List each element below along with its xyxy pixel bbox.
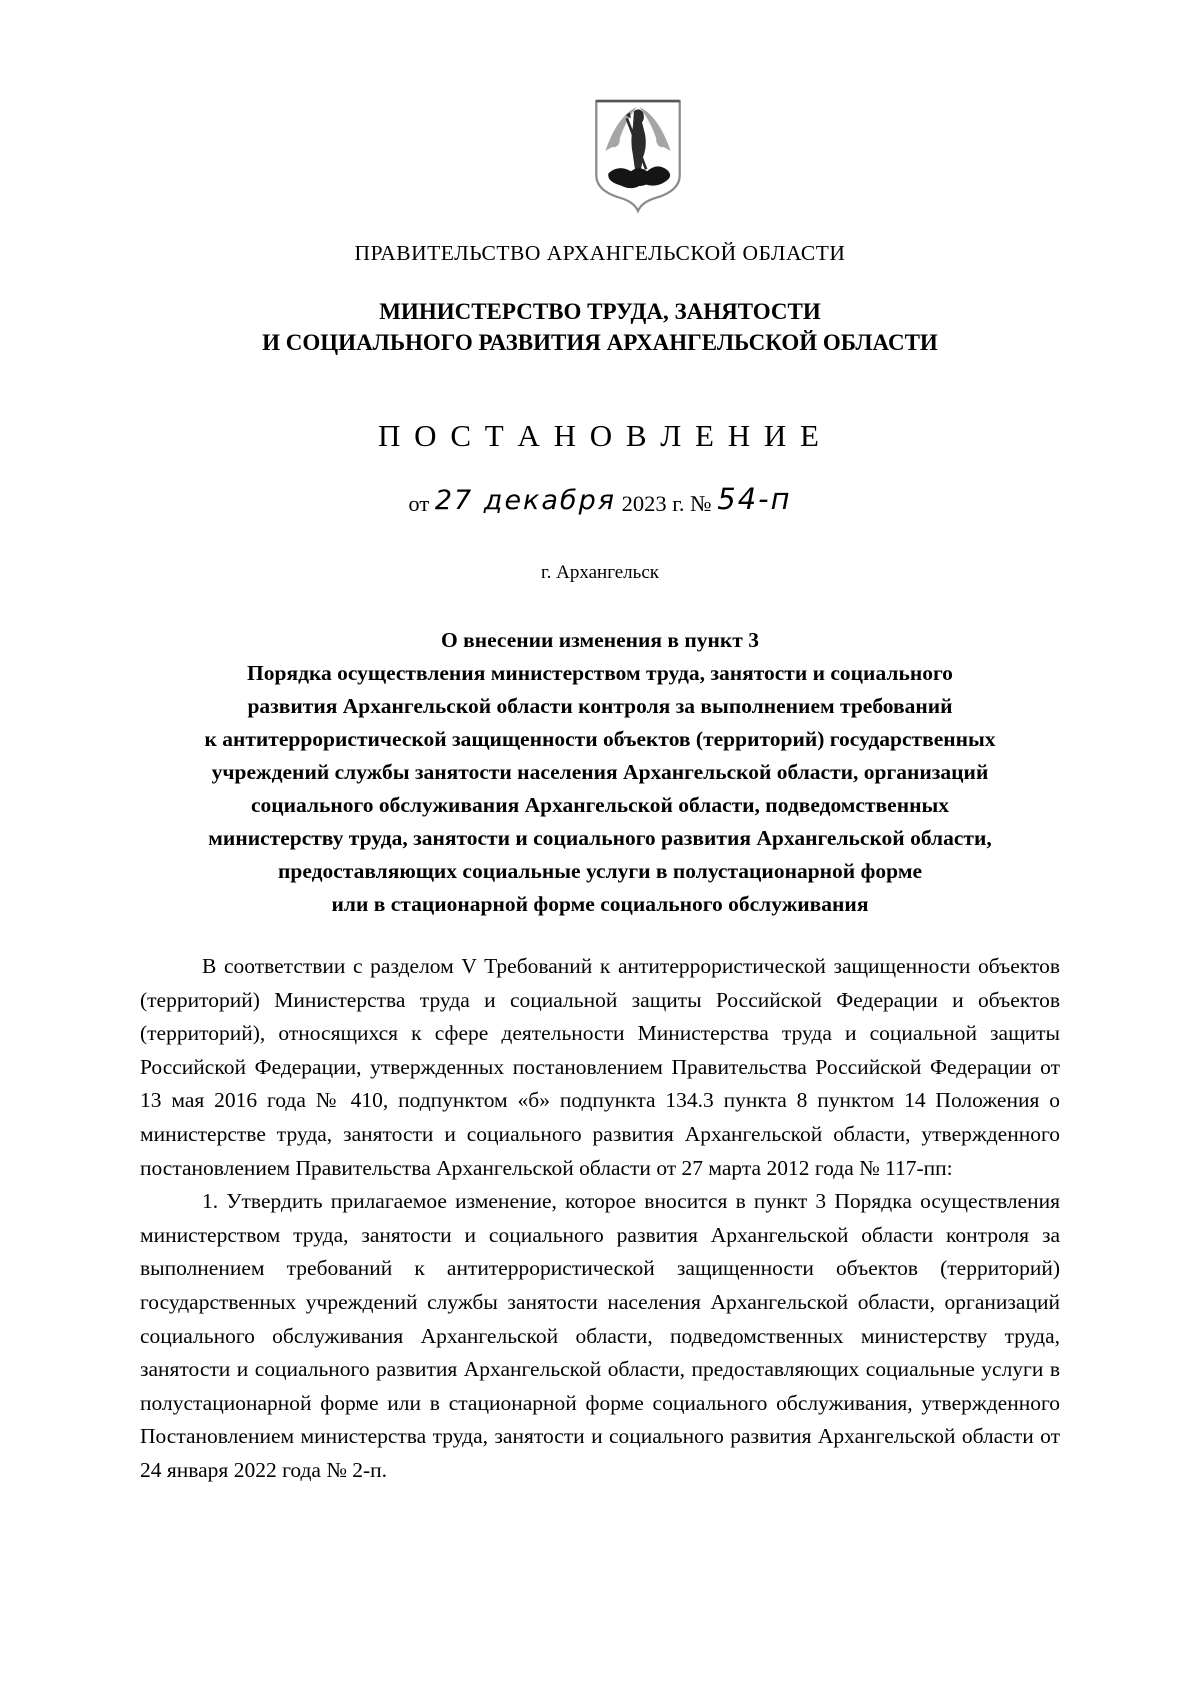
subject-title-line: предоставляющих социальные услуги в полустационарной форме [277, 859, 923, 883]
ministry-name-line1: МИНИСТЕРСТВО ТРУДА, ЗАНЯТОСТИ [379, 299, 821, 324]
document-body [140, 950, 1060, 1488]
subject-title-line: развития Архангельской области контроля за выполнением требований [247, 694, 953, 718]
subject-title-line: социального обслуживания Архангельской области, подведомственных [250, 793, 950, 817]
document-subject-title [0, 624, 1200, 921]
body-paragraph-preamble: В соответствии с разделом V Требований к антитеррористической защищенности объектов (территорий) Министерства труда и социальной защиты Российской Федерации и объектов (территорий), относящихся к сфере деятельности Министерства труда и социальной защиты Российской Федерации, утвержденных постановлением Правительства Российской Федерации от 13 мая 2016 года № 410, подпунктом «б» подпункта 134.3 пункта 8 пунктом 14 Положения о министерстве труда, занятости и социального развития Архангельской области, утвержденного постановлением Правительства Архангельской области от 27 марта 2012 года № 117-пп: [140, 954, 1060, 1180]
body-paragraph-item-1: 1. Утвердить прилагаемое изменение, которое вносится в пункт 3 Порядка осуществления министерством труда, занятости и социального развития Архангельской области контроля за выполнением требований к антитеррористической защищенности объектов (территорий) государственных учреждений службы занятости населения Архангельской области, организаций социального обслуживания Архангельской области, подведомственных министерству труда, занятости и социального развития Архангельской области, предоставляющих социальные услуги в полустационарной форме или в стационарной форме социального обслуживания, утвержденного Постановлением министерства труда, занятости и социального развития Архангельской области от 24 января 2022 года № 2-п. [140, 1189, 1060, 1482]
subject-title-line: к антитеррористической защищенности объектов (территорий) государственных [204, 727, 996, 751]
year-label: 2023 г. [621, 491, 685, 516]
archangel-emblem-icon [592, 98, 684, 214]
ministry-name [0, 296, 1200, 358]
ministry-name-line2: И СОЦИАЛЬНОГО РАЗВИТИЯ АРХАНГЕЛЬСКОЙ ОБЛАСТИ [262, 330, 938, 355]
document-type-heading: П О С Т А Н О В Л Е Н И Е [378, 418, 822, 453]
subject-title-line: или в стационарной форме социального обслуживания [331, 892, 869, 916]
handwritten-document-number: 54-п [717, 482, 792, 516]
government-name: ПРАВИТЕЛЬСТВО АРХАНГЕЛЬСКОЙ ОБЛАСТИ [354, 241, 846, 265]
place-line: г. Архангельск [540, 562, 659, 583]
number-sign: № [690, 491, 712, 516]
handwritten-date: 27 декабря [434, 485, 616, 516]
subject-title-line: Порядка осуществления министерством труда, занятости и социального [247, 661, 953, 685]
coat-of-arms-emblem [592, 98, 684, 219]
date-and-number-line [0, 484, 1200, 518]
subject-title-line: О внесении изменения в пункт 3 [441, 628, 759, 652]
subject-title-line: учреждений службы занятости населения Архангельской области, организаций [211, 760, 989, 784]
date-prefix-label: от [408, 491, 430, 516]
subject-title-line: министерству труда, занятости и социального развития Архангельской области, [208, 826, 992, 850]
